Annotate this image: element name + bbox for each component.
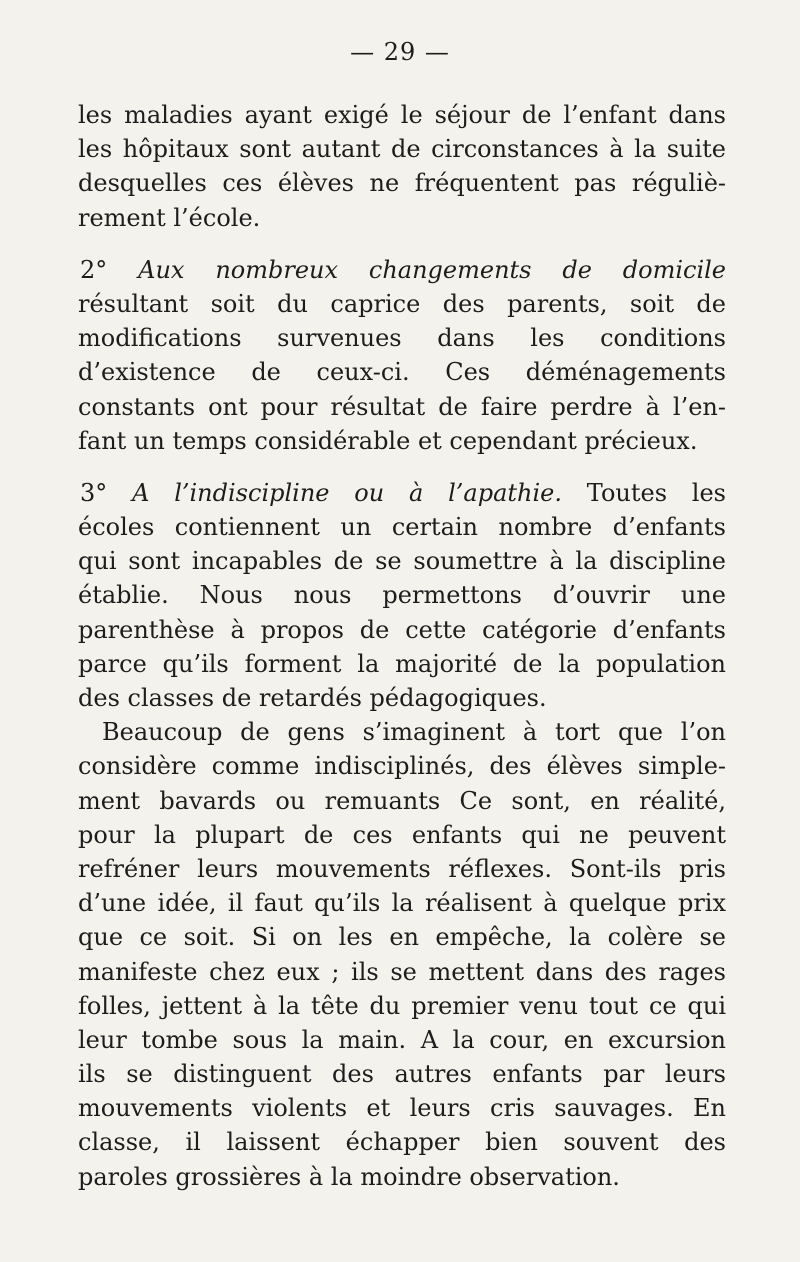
item-number: 2°	[80, 255, 139, 284]
text-line: ment bavards ou remuants Ce sont, en réalité,	[78, 786, 726, 815]
text-line	[78, 476, 726, 510]
text-line: d’existence de ceux-ci. Ces déménagements	[78, 358, 726, 387]
text-line	[78, 253, 726, 287]
text-line: rement l’école.	[78, 203, 261, 232]
text-line: d’une idée, il faut qu’ils la réalisent à quelque prix	[78, 889, 726, 918]
item-heading: A l’indiscipline ou à l’apathie.	[132, 478, 562, 507]
text-line: leur tombe sous la main. A la cour, en excursion	[78, 1025, 726, 1054]
text-line: pour la plupart de ces enfants qui ne peuvent	[78, 820, 726, 849]
item-number: 3°	[80, 478, 133, 507]
text-line: constants ont pour résultat de faire perdre à l’en-	[78, 392, 726, 421]
text-line: refréner leurs mouvements réflexes. Sont-ils pris	[78, 854, 726, 883]
text-line: paroles grossières à la moindre observation.	[78, 1162, 620, 1191]
text-line: résultant soit du caprice des parents, soit de	[78, 289, 726, 318]
page-number: — 29 —	[350, 38, 450, 66]
item-text: Toutes les	[562, 478, 727, 507]
text-line: établie. Nous nous permettons d’ouvrir une	[78, 581, 726, 610]
text-line: qui sont incapables de se soumettre à la discipline	[78, 547, 726, 576]
text-line: ils se distinguent des autres enfants par leurs	[78, 1060, 726, 1089]
text-line: folles, jettent à la tête du premier venu tout ce qui	[78, 991, 726, 1020]
text-line: que ce soit. Si on les en empêche, la colère se	[78, 923, 726, 952]
text-line: des classes de retardés pédagogiques.	[78, 684, 547, 712]
text-line: considère comme indisciplinés, des élèves simple-	[78, 752, 726, 781]
text-line: fant un temps considérable et cependant précieux.	[78, 426, 698, 455]
body-text	[78, 98, 726, 1194]
text-line: parenthèse à propos de cette catégorie d’enfants	[78, 615, 726, 644]
text-line: mouvements violents et leurs cris sauvages. En	[78, 1094, 726, 1123]
text-line: classe, il laissent échapper bien souvent des	[78, 1128, 726, 1157]
text-line: parce qu’ils forment la majorité de la population	[78, 649, 726, 678]
text-line: modifications survenues dans les conditions	[78, 324, 726, 353]
text-line: les maladies ayant exigé le séjour de l’enfant dans	[78, 101, 726, 129]
text-line: manifeste chez eux ; ils se mettent dans des rages	[78, 957, 726, 986]
text-line: desquelles ces élèves ne fréquentent pas réguliè-	[78, 169, 726, 198]
text-line: écoles contiennent un certain nombre d’enfants	[78, 513, 726, 542]
text-line: Beaucoup de gens s’imaginent à tort que l’on	[102, 718, 726, 747]
text-line: les hôpitaux sont autant de circonstances à la suite	[78, 135, 726, 164]
item-heading: Aux nombreux changements de domicile	[138, 255, 727, 284]
